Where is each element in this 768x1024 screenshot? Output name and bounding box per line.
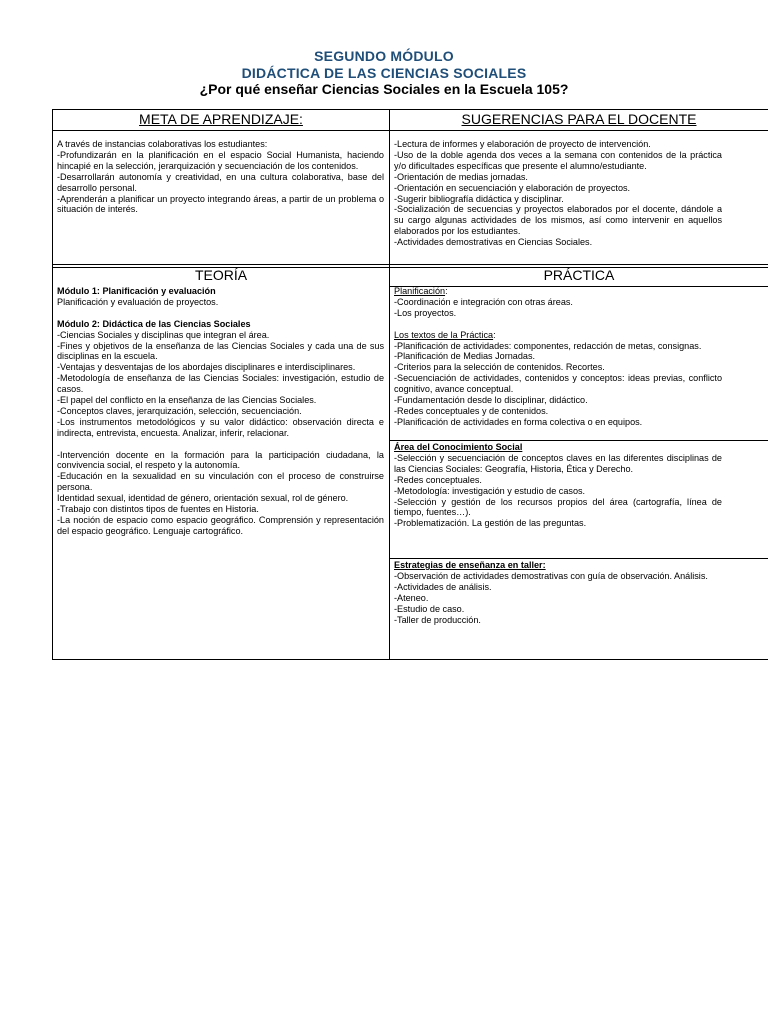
practica-estrategias-divider bbox=[390, 558, 768, 559]
teoria-cell bbox=[57, 286, 384, 537]
practica-estrategias-cell bbox=[394, 560, 722, 625]
guiding-question: ¿Por qué enseñar Ciencias Sociales en la Escuela 105? bbox=[199, 81, 569, 97]
course-title: DIDÁCTICA DE LAS CIENCIAS SOCIALES bbox=[241, 65, 527, 81]
practica-area-cell bbox=[394, 442, 722, 529]
sugerencias-header: SUGERENCIAS PARA EL DOCENTE bbox=[461, 111, 697, 127]
teoria-line: -Intervención docente en la formación para la participación ciudadana, la convivencia social, el respeto y la autonomía. bbox=[57, 449, 384, 471]
sugerencias-cell bbox=[394, 139, 722, 248]
teoria-line: -Ciencias Sociales y disciplinas que integran el área. bbox=[57, 329, 270, 340]
meta-header: META DE APRENDIZAJE: bbox=[139, 111, 303, 127]
teoria-line: -Conceptos claves, jerarquización, selección, secuenciación. bbox=[57, 405, 302, 416]
teoria-line: -La noción de espacio como espacio geográfico. Comprensión y representación del espacio geográfico. Lenguaje cartográfico. bbox=[57, 515, 384, 536]
teoria-line: -Fines y objetivos de la enseñanza de las Ciencias Sociales y cada una de sus disciplinas en la escuela. bbox=[57, 340, 384, 362]
section-divider-top bbox=[52, 264, 768, 265]
practica-line: -Planificación de Medias Jornadas. bbox=[394, 351, 536, 362]
practica-line: -Selección y gestión de los recursos propios del área (cartografía, línea de tiempo, fuentes…). bbox=[394, 496, 722, 518]
table-left-border bbox=[52, 109, 53, 660]
sugerencia-line: -Uso de la doble agenda dos veces a la semana con contenidos de la práctica y/o dificultades específicas que presente el alumno/estudiante. bbox=[394, 149, 722, 171]
practica-planificacion-cell: Planificación: -Coordinación e integración con otras áreas. -Los proyectos. Los textos de la Práctica: -Planificación de actividades: componentes, redacción de metas, consignas. -Planificación de Medias Jornadas. -Criterios para la selección de contenidos. Recortes. -Secuenciación de actividades, contenidos y conceptos: ideas previas, conflicto cognitivo, avance conceptual. -Fundamentación desde lo disciplinar, didáctico. -Redes conceptuales y de contenidos. -Planificación de actividades en forma colectiva o en equipos. bbox=[394, 286, 722, 427]
practica-line: -Planificación de actividades: componentes, redacción de metas, consignas. bbox=[394, 340, 702, 351]
practica-line: -Planificación de actividades en forma colectiva o en equipos. bbox=[394, 416, 643, 427]
meta-line: -Aprenderán a planificar un proyecto integrando áreas, a partir de un problema o situación de interés. bbox=[57, 193, 384, 215]
practica-line: -Criterios para la selección de contenidos. Recortes. bbox=[394, 362, 605, 373]
teoria-line: Identidad sexual, identidad de género, orientación sexual, rol de género. bbox=[57, 493, 349, 504]
teoria-line: -El papel del conflicto en la enseñanza de las Ciencias Sociales. bbox=[57, 395, 317, 406]
practica-area-divider bbox=[390, 440, 768, 441]
practica-line: -Observación de actividades demostrativas con guía de observación. Análisis. bbox=[394, 570, 708, 581]
teoria-header: TEORÍA bbox=[194, 267, 248, 283]
meta-line: A través de instancias colaborativas los estudiantes: bbox=[57, 139, 268, 149]
practica-header: PRÁCTICA bbox=[543, 267, 615, 283]
modulo1-title: Módulo 1: Planificación y evaluación bbox=[57, 286, 216, 296]
practica-line: -Metodología: investigación y estudio de casos. bbox=[394, 485, 586, 496]
sugerencia-line: -Actividades demostrativas en Ciencias Sociales. bbox=[394, 237, 593, 248]
practica-line: -Selección y secuenciación de conceptos claves en las diferentes disciplinas de las Ciencias Sociales: Geografía, Historia, Ética y Derecho. bbox=[394, 452, 722, 474]
sugerencia-line: -Orientación de medias jornadas. bbox=[394, 171, 528, 182]
textos-title: Los textos de la Práctica bbox=[394, 329, 494, 340]
practica-line: -Actividades de análisis. bbox=[394, 581, 492, 592]
table-center-divider bbox=[389, 109, 390, 660]
module-title: SEGUNDO MÓDULO bbox=[314, 48, 454, 64]
meta-line: -Desarrollarán autonomía y creatividad, en una cultura colaborativa, base del desarrollo personal. bbox=[57, 171, 384, 193]
practica-line: -Taller de producción. bbox=[394, 614, 481, 625]
table-top-border bbox=[52, 109, 768, 110]
teoria-line: -Los instrumentos metodológicos y su valor didáctico: observación directa e indirecta, entrevista, encuesta. Analizar, inferir, relacionar. bbox=[57, 416, 384, 438]
teoria-line: -Educación en la sexualidad en su vinculación con el proceso de construirse persona. bbox=[57, 471, 384, 493]
header-row-divider bbox=[52, 130, 768, 131]
teoria-line: Planificación y evaluación de proyectos. bbox=[57, 296, 219, 307]
teoria-line: -Trabajo con distintos tipos de fuentes en Historia. bbox=[57, 504, 259, 515]
practica-line: -Ateneo. bbox=[394, 592, 429, 603]
table-bottom-border bbox=[52, 659, 768, 660]
sugerencia-line: -Lectura de informes y elaboración de proyecto de intervención. bbox=[394, 139, 651, 149]
teoria-line: -Ventajas y desventajas de los abordajes disciplinares e interdisciplinares. bbox=[57, 362, 356, 373]
area-title: Área del Conocimiento Social bbox=[394, 442, 523, 452]
teoria-line: -Metodología de enseñanza de las Ciencias Sociales: investigación, estudio de casos. bbox=[57, 373, 384, 395]
practica-line: -Problematización. La gestión de las preguntas. bbox=[394, 518, 587, 529]
practica-line: -Fundamentación desde lo disciplinar, didáctico. bbox=[394, 395, 588, 406]
meta-cell bbox=[57, 139, 384, 215]
practica-line: -Estudio de caso. bbox=[394, 603, 465, 614]
estrategias-title: Estrategias de enseñanza en taller: bbox=[394, 560, 546, 570]
planificacion-title: Planificación bbox=[394, 286, 446, 296]
practica-line: -Redes conceptuales y de contenidos. bbox=[394, 405, 549, 416]
practica-line: -Redes conceptuales. bbox=[394, 474, 482, 485]
practica-line: -Secuenciación de actividades, contenidos y conceptos: ideas previas, conflicto cognitivo, avance conceptual. bbox=[394, 373, 722, 395]
modulo2-title: Módulo 2: Didáctica de las Ciencias Sociales bbox=[57, 318, 251, 329]
practica-line: -Los proyectos. bbox=[394, 307, 457, 318]
sugerencia-line: -Sugerir bibliografía didáctica y disciplinar. bbox=[394, 193, 564, 204]
sugerencia-line: -Socialización de secuencias y proyectos elaborados por el docente, dándole a su cargo algunas actividades de los mismos, así como intervenir en aquellos elaborados por los estudiantes. bbox=[394, 204, 722, 237]
practica-line: -Coordinación e integración con otras áreas. bbox=[394, 296, 573, 307]
sugerencia-line: -Orientación en secuenciación y elaboración de proyectos. bbox=[394, 182, 631, 193]
meta-line: -Profundizarán en la planificación en el espacio Social Humanista, haciendo hincapié en la selección, jerarquización y secuenciación de los contenidos. bbox=[57, 149, 384, 171]
